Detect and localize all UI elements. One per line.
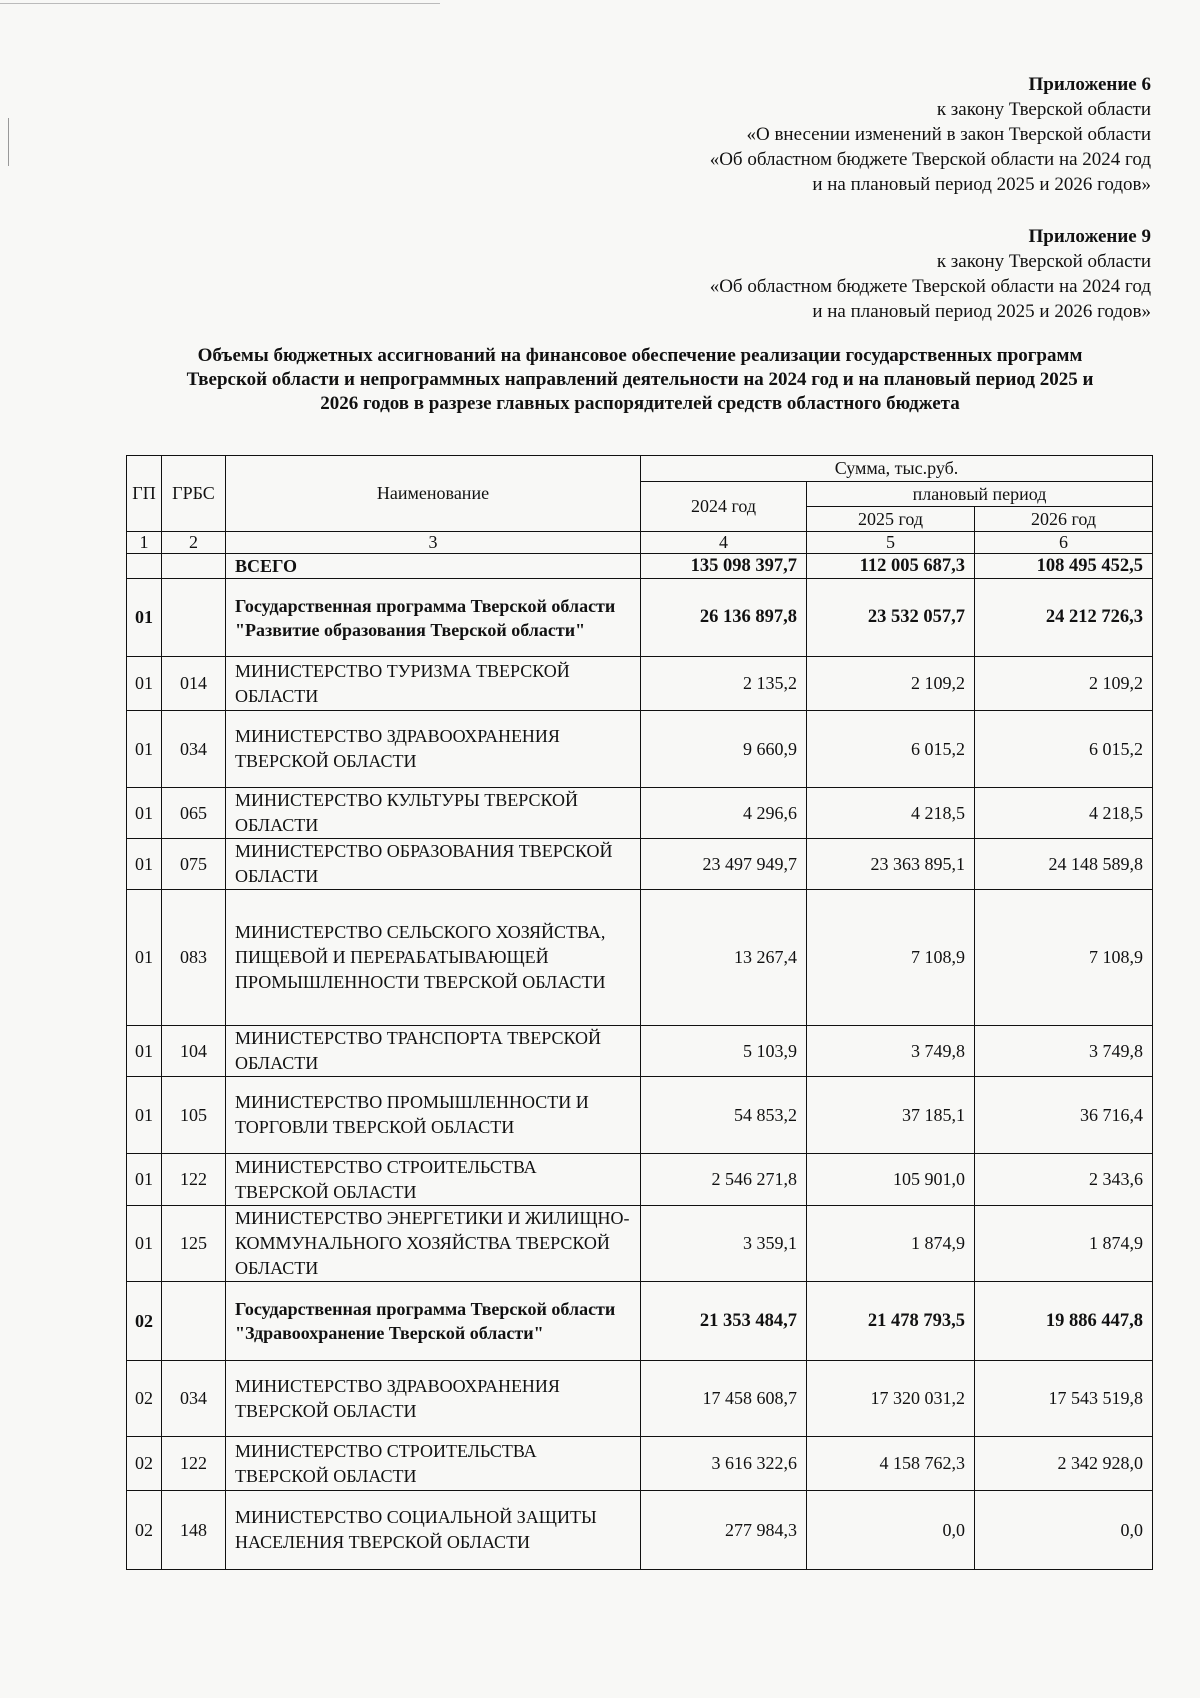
row-amount-2024: 5 103,9 [641, 1026, 807, 1077]
row-amount-2026: 36 716,4 [975, 1077, 1153, 1154]
ministry-row [127, 1026, 1153, 1077]
header-name: Наименование [226, 456, 641, 532]
total-2025: 112 005 687,3 [807, 554, 975, 579]
total-2024: 135 098 397,7 [641, 554, 807, 579]
ministry-row [127, 788, 1153, 839]
row-name: МИНИСТЕРСТВО ПРОМЫШЛЕННОСТИ И ТОРГОВЛИ ТВЕРСКОЙ ОБЛАСТИ [226, 1077, 641, 1154]
document-title-line: Тверской области и непрограммных направлений деятельности на 2024 год и на плановый период 2025 и [186, 369, 1094, 390]
row-amount-2026: 4 218,5 [975, 788, 1153, 839]
header-gp: ГП [127, 456, 162, 532]
ministry-row [127, 1437, 1153, 1491]
row-amount-2024: 2 135,2 [641, 657, 807, 711]
row-grbs-code: 065 [162, 788, 226, 839]
row-name: МИНИСТЕРСТВО СТРОИТЕЛЬСТВА ТВЕРСКОЙ ОБЛАСТИ [226, 1154, 641, 1206]
row-name: МИНИСТЕРСТВО ЭНЕРГЕТИКИ И ЖИЛИЩНО-КОММУНАЛЬНОГО ХОЗЯЙСТВА ТВЕРСКОЙ ОБЛАСТИ [226, 1206, 641, 1282]
row-gp-code: 02 [127, 1437, 162, 1491]
ministry-row [127, 657, 1153, 711]
row-gp-code: 01 [127, 1026, 162, 1077]
row-grbs-code: 034 [162, 1361, 226, 1437]
ministry-row [127, 711, 1153, 788]
row-amount-2026: 2 109,2 [975, 657, 1153, 711]
row-grbs-code: 122 [162, 1437, 226, 1491]
appendix-6-line: «О внесении изменений в закон Тверской области [746, 124, 1151, 145]
row-amount-2025: 4 158 762,3 [807, 1437, 975, 1491]
scan-edge-mark [8, 118, 9, 166]
appendix-6-header [710, 72, 1151, 197]
row-amount-2025: 7 108,9 [807, 890, 975, 1026]
row-name: МИНИСТЕРСТВО КУЛЬТУРЫ ТВЕРСКОЙ ОБЛАСТИ [226, 788, 641, 839]
row-amount-2024: 3 359,1 [641, 1206, 807, 1282]
row-grbs-code: 075 [162, 839, 226, 890]
row-name: МИНИСТЕРСТВО СЕЛЬСКОГО ХОЗЯЙСТВА, ПИЩЕВОЙ И ПЕРЕРАБАТЫВАЮЩЕЙ ПРОМЫШЛЕННОСТИ ТВЕРСКОЙ ОБЛАСТИ [226, 890, 641, 1026]
ministry-row [127, 839, 1153, 890]
row-amount-2024: 23 497 949,7 [641, 839, 807, 890]
row-gp-code: 01 [127, 1077, 162, 1154]
header-2026: 2026 год [975, 507, 1153, 532]
document-title-line: Объемы бюджетных ассигнований на финансовое обеспечение реализации государственных программ [197, 345, 1083, 366]
row-gp-code: 01 [127, 1154, 162, 1206]
row-grbs-code [162, 579, 226, 657]
row-amount-2026: 6 015,2 [975, 711, 1153, 788]
row-grbs-code: 122 [162, 1154, 226, 1206]
row-gp-code: 01 [127, 890, 162, 1026]
row-amount-2025: 105 901,0 [807, 1154, 975, 1206]
header-2024: 2024 год [641, 482, 807, 532]
row-name: Государственная программа Тверской области "Развитие образования Тверской области" [226, 579, 641, 657]
row-amount-2025: 1 874,9 [807, 1206, 975, 1282]
header-2025: 2025 год [807, 507, 975, 532]
row-amount-2024: 277 984,3 [641, 1491, 807, 1570]
ministry-row [127, 890, 1153, 1026]
total-row [127, 554, 1153, 579]
total-2026: 108 495 452,5 [975, 554, 1153, 579]
row-amount-2024: 2 546 271,8 [641, 1154, 807, 1206]
row-amount-2026: 1 874,9 [975, 1206, 1153, 1282]
appendix-9-line: к закону Тверской области [936, 251, 1151, 272]
header-sum: Сумма, тыс.руб. [641, 456, 1153, 482]
row-name: МИНИСТЕРСТВО ЗДРАВООХРАНЕНИЯ ТВЕРСКОЙ ОБЛАСТИ [226, 711, 641, 788]
document-title-line: 2026 годов в разрезе главных распорядителей средств областного бюджета [320, 393, 960, 414]
total-gp [127, 554, 162, 579]
row-name: МИНИСТЕРСТВО ЗДРАВООХРАНЕНИЯ ТВЕРСКОЙ ОБЛАСТИ [226, 1361, 641, 1437]
row-amount-2026: 24 148 589,8 [975, 839, 1153, 890]
column-number: 1 [127, 532, 162, 554]
row-amount-2026: 7 108,9 [975, 890, 1153, 1026]
row-amount-2024: 13 267,4 [641, 890, 807, 1026]
row-grbs-code: 125 [162, 1206, 226, 1282]
ministry-row [127, 1077, 1153, 1154]
total-grbs [162, 554, 226, 579]
ministry-row [127, 1206, 1153, 1282]
row-gp-code: 02 [127, 1361, 162, 1437]
scan-edge-line [0, 3, 440, 4]
row-amount-2025: 21 478 793,5 [807, 1282, 975, 1361]
header-planned-period: плановый период [807, 482, 1153, 507]
row-amount-2026: 3 749,8 [975, 1026, 1153, 1077]
row-gp-code: 02 [127, 1491, 162, 1570]
row-amount-2025: 23 532 057,7 [807, 579, 975, 657]
row-name: МИНИСТЕРСТВО ТРАНСПОРТА ТВЕРСКОЙ ОБЛАСТИ [226, 1026, 641, 1077]
row-amount-2025: 23 363 895,1 [807, 839, 975, 890]
ministry-row [127, 1154, 1153, 1206]
appendix-6-line: и на плановый период 2025 и 2026 годов» [812, 174, 1151, 195]
row-amount-2024: 9 660,9 [641, 711, 807, 788]
row-name: МИНИСТЕРСТВО ТУРИЗМА ТВЕРСКОЙ ОБЛАСТИ [226, 657, 641, 711]
appendix-9-title: Приложение 9 [1028, 226, 1151, 247]
row-amount-2026: 24 212 726,3 [975, 579, 1153, 657]
row-grbs-code: 083 [162, 890, 226, 1026]
row-name: Государственная программа Тверской области "Здравоохранение Тверской области" [226, 1282, 641, 1361]
column-number: 4 [641, 532, 807, 554]
appendix-9-line: и на плановый период 2025 и 2026 годов» [812, 301, 1151, 322]
document-title [120, 344, 1160, 416]
row-amount-2025: 4 218,5 [807, 788, 975, 839]
appendix-9-header [710, 224, 1151, 324]
row-amount-2025: 6 015,2 [807, 711, 975, 788]
row-gp-code: 01 [127, 1206, 162, 1282]
row-grbs-code: 104 [162, 1026, 226, 1077]
header-grbs: ГРБС [162, 456, 226, 532]
row-amount-2026: 0,0 [975, 1491, 1153, 1570]
row-amount-2026: 2 343,6 [975, 1154, 1153, 1206]
row-amount-2024: 54 853,2 [641, 1077, 807, 1154]
row-grbs-code: 148 [162, 1491, 226, 1570]
row-amount-2024: 21 353 484,7 [641, 1282, 807, 1361]
budget-table [126, 455, 1153, 1570]
ministry-row [127, 1491, 1153, 1570]
row-name: МИНИСТЕРСТВО СОЦИАЛЬНОЙ ЗАЩИТЫ НАСЕЛЕНИЯ ТВЕРСКОЙ ОБЛАСТИ [226, 1491, 641, 1570]
row-amount-2025: 2 109,2 [807, 657, 975, 711]
appendix-6-title: Приложение 6 [1028, 74, 1151, 95]
row-grbs-code [162, 1282, 226, 1361]
row-amount-2025: 0,0 [807, 1491, 975, 1570]
row-amount-2024: 4 296,6 [641, 788, 807, 839]
row-grbs-code: 034 [162, 711, 226, 788]
row-amount-2024: 26 136 897,8 [641, 579, 807, 657]
header-row [127, 456, 1153, 482]
row-amount-2026: 2 342 928,0 [975, 1437, 1153, 1491]
row-amount-2025: 3 749,8 [807, 1026, 975, 1077]
column-number: 3 [226, 532, 641, 554]
appendix-6-line: к закону Тверской области [936, 99, 1151, 120]
row-amount-2026: 19 886 447,8 [975, 1282, 1153, 1361]
row-gp-code: 02 [127, 1282, 162, 1361]
appendix-9-line: «Об областном бюджете Тверской области на 2024 год [709, 276, 1151, 297]
row-name: МИНИСТЕРСТВО ОБРАЗОВАНИЯ ТВЕРСКОЙ ОБЛАСТИ [226, 839, 641, 890]
column-number: 6 [975, 532, 1153, 554]
row-grbs-code: 014 [162, 657, 226, 711]
row-gp-code: 01 [127, 711, 162, 788]
row-gp-code: 01 [127, 657, 162, 711]
program-row [127, 1282, 1153, 1361]
row-amount-2025: 37 185,1 [807, 1077, 975, 1154]
budget-table-body [127, 456, 1153, 1570]
row-amount-2024: 17 458 608,7 [641, 1361, 807, 1437]
total-label: ВСЕГО [226, 554, 641, 579]
column-number-row [127, 532, 1153, 554]
row-gp-code: 01 [127, 839, 162, 890]
appendix-6-line: «Об областном бюджете Тверской области на 2024 год [709, 149, 1151, 170]
column-number: 2 [162, 532, 226, 554]
row-grbs-code: 105 [162, 1077, 226, 1154]
row-gp-code: 01 [127, 579, 162, 657]
row-amount-2024: 3 616 322,6 [641, 1437, 807, 1491]
row-amount-2025: 17 320 031,2 [807, 1361, 975, 1437]
row-gp-code: 01 [127, 788, 162, 839]
row-name: МИНИСТЕРСТВО СТРОИТЕЛЬСТВА ТВЕРСКОЙ ОБЛАСТИ [226, 1437, 641, 1491]
program-row [127, 579, 1153, 657]
ministry-row [127, 1361, 1153, 1437]
row-amount-2026: 17 543 519,8 [975, 1361, 1153, 1437]
column-number: 5 [807, 532, 975, 554]
